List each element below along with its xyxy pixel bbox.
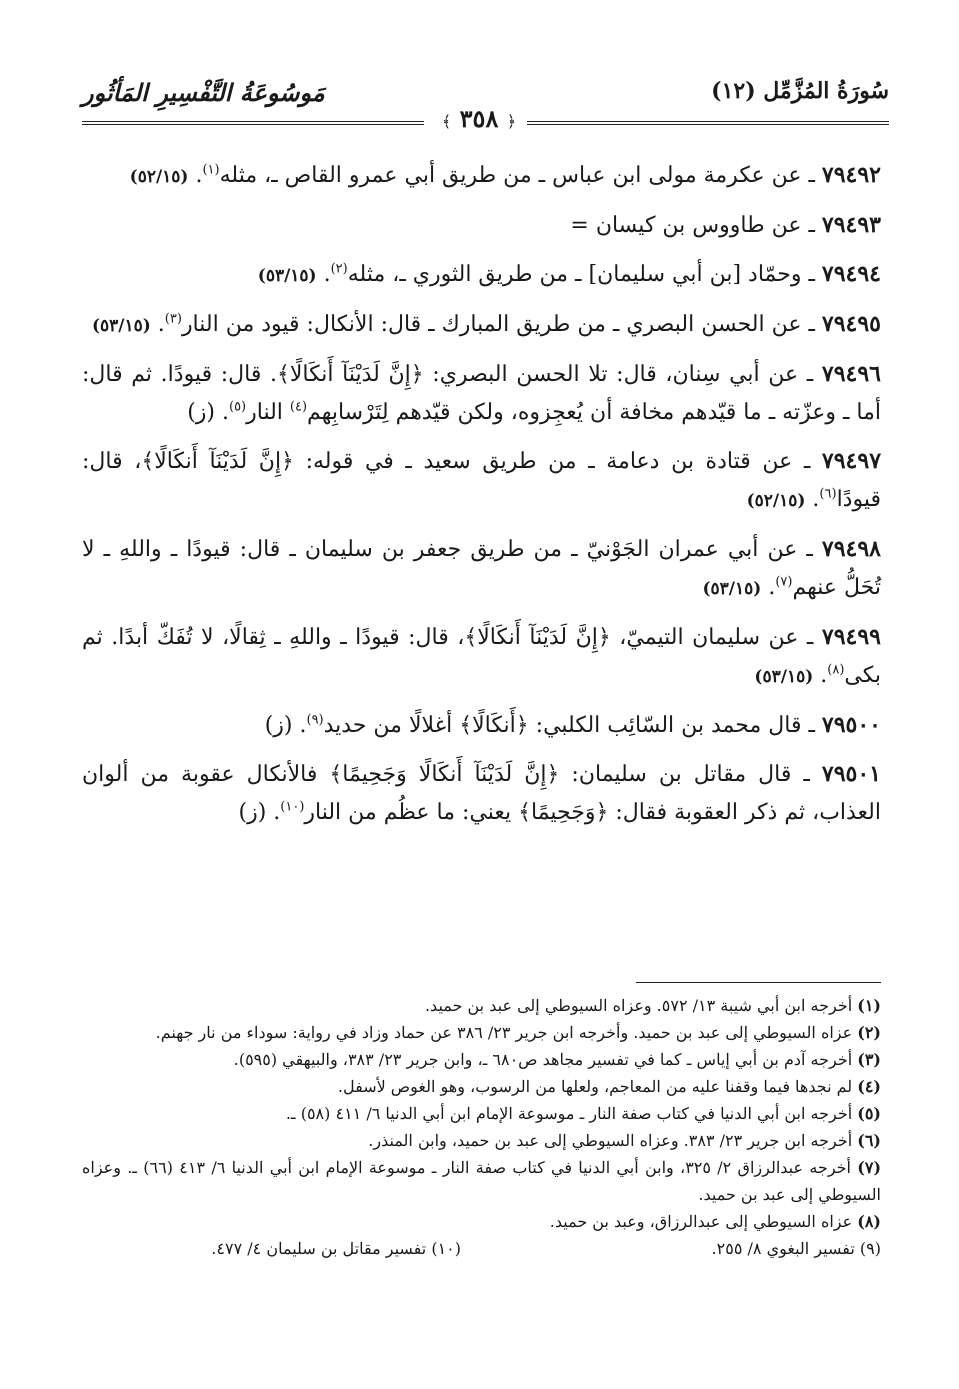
entry-number: ٧٩٤٩٢ bbox=[821, 162, 881, 188]
footnote bbox=[82, 1208, 881, 1235]
footnote-ref: (٧) bbox=[775, 574, 793, 590]
entry-paragraph bbox=[82, 442, 881, 520]
entry-number: ٧٩٥٠٠ bbox=[821, 712, 881, 738]
entry-text: ـ عن عكرمة مولى ابن عباس ـ من طريق أبي عمرو القاص ـ، مثله bbox=[219, 163, 815, 188]
footnote-text: عزاه السيوطي إلى عبد بن حميد. وأخرجه ابن جرير ٢٣/ ٣٨٦ عن حماد وزاد في رواية: سوداء من نار جهنم. bbox=[155, 1023, 853, 1042]
entry-paragraph bbox=[82, 305, 881, 345]
footnote-number: (٥) bbox=[857, 1104, 881, 1123]
footnote bbox=[82, 1127, 881, 1154]
ornament-icon: ﴾ bbox=[441, 112, 452, 131]
footnote-number: (٩) bbox=[859, 1239, 881, 1258]
page-number-block bbox=[424, 104, 534, 133]
footnote-ref: (٣) bbox=[164, 311, 182, 327]
footnote-ref: (٤) bbox=[289, 399, 308, 415]
footnote bbox=[82, 1019, 881, 1046]
entry-number: ٧٩٤٩٥ bbox=[821, 311, 881, 337]
source-ref: (٥٣/١٥) bbox=[754, 667, 814, 687]
entry-text: ـ عن أبي سِنان، قال: تلا الحسن البصري: ﴿إِنَّ لَدَيْنَآ أَنكَالًا﴾. قال: قيودًا. ثم قال: أما ـ وعزّته ـ ما قيّدهم مخافة أن يُعجِزوه، ولكن قيّدهم لِتَرْسابِهم bbox=[82, 362, 881, 425]
entry-number: ٧٩٤٩٦ bbox=[821, 361, 881, 387]
entry-tail: . (ز) bbox=[238, 800, 281, 825]
entry-paragraph bbox=[82, 618, 881, 696]
footnote-separator bbox=[636, 982, 881, 983]
entry-text: ـ عن سليمان التيميّ، ﴿إِنَّ لَدَيْنَآ أَنكَالًا﴾، قال: قيودًا ـ واللهِ ـ ثِقالًا، لا تُفَكّ أبدًا. ثم بكى bbox=[82, 625, 881, 688]
footnotes bbox=[82, 992, 881, 1265]
source-ref: (٥٢/١٥) bbox=[129, 167, 189, 187]
footnote bbox=[82, 992, 881, 1019]
footnote-text: لم نجدها فيما وقفنا عليه من المعاجم، ولعلها من الرسوب، وهو الغوص لأسفل. bbox=[337, 1077, 853, 1096]
source-ref: (٥٣/١٥) bbox=[257, 266, 317, 286]
footnote-text: أخرجه ابن جرير ٢٣/ ٣٨٣. وعزاه السيوطي إلى عبد بن حميد، وابن المنذر. bbox=[368, 1131, 853, 1150]
entry-paragraph bbox=[82, 206, 881, 245]
ornament-icon: ﴿ bbox=[506, 112, 517, 131]
entry-tail: النار bbox=[246, 400, 290, 425]
page-number: ٣٥٨ bbox=[459, 104, 499, 133]
footnote-text: أخرجه آدم بن أبي إياس ـ كما في تفسير مجاهد ص٦٨٠ ـ، وابن جرير ٢٣/ ٣٨٣، والبيهقي (٥٩٥). bbox=[233, 1050, 853, 1069]
entry-paragraph bbox=[82, 255, 881, 295]
entry-paragraph bbox=[82, 156, 881, 196]
footnote-number: (١) bbox=[857, 996, 881, 1015]
entry-number: ٧٩٤٩٤ bbox=[821, 261, 881, 287]
entry-paragraph bbox=[82, 755, 881, 832]
footnote-ref: (١٠) bbox=[280, 799, 305, 815]
entry-number: ٧٩٤٩٧ bbox=[821, 448, 882, 474]
entry-paragraph bbox=[82, 355, 881, 432]
entry-tail: . (ز) bbox=[264, 713, 307, 738]
footnote bbox=[82, 1046, 881, 1073]
entry-number: ٧٩٤٩٣ bbox=[821, 212, 881, 238]
footnote-number: (٦) bbox=[857, 1131, 881, 1150]
header-rule-left bbox=[82, 121, 424, 125]
entry-tail: . (ز) bbox=[187, 400, 229, 425]
surah-title: سُورَةُ المُزَّمِّل (١٢) bbox=[711, 78, 889, 104]
footnote-text: أخرجه ابن أبي شيبة ١٣/ ٥٧٢. وعزاه السيوطي إلى عبد بن حميد. bbox=[424, 996, 853, 1015]
entry-number: ٧٩٥٠١ bbox=[821, 761, 881, 787]
main-text bbox=[82, 156, 881, 842]
entry-number: ٧٩٤٩٨ bbox=[821, 536, 881, 562]
footnote-number: (٧) bbox=[857, 1158, 882, 1177]
entry-paragraph bbox=[82, 706, 881, 745]
footnote-ref: (٨) bbox=[827, 662, 845, 678]
entry-tail: . bbox=[323, 262, 331, 287]
footnote-ref: (٩) bbox=[306, 712, 324, 728]
footnote-text: تفسير البغوي ٨/ ٢٥٥. bbox=[711, 1239, 855, 1258]
footnote-ref: (٥) bbox=[228, 399, 247, 415]
footnote bbox=[211, 1235, 461, 1262]
entry-tail: . bbox=[195, 163, 203, 188]
footnote-ref: (١) bbox=[202, 162, 220, 178]
footnote bbox=[82, 1154, 881, 1208]
header-rule-right bbox=[527, 121, 889, 125]
entry-text: ـ عن قتادة بن دعامة ـ من طريق سعيد ـ في قوله: ﴿إِنَّ لَدَيْنَآ أَنكَالًا﴾، قال: قيودًا bbox=[82, 449, 881, 512]
source-ref: (٥٢/١٥) bbox=[746, 491, 806, 511]
footnote-text: عزاه السيوطي إلى عبدالرزاق، وعبد بن حميد. bbox=[549, 1212, 853, 1231]
entry-paragraph bbox=[82, 530, 881, 608]
footnote-number: (١٠) bbox=[431, 1239, 461, 1258]
entry-text: ـ قال مقاتل بن سليمان: ﴿إِنَّ لَدَيْنَآ أَنكَالًا وَجَحِيمًا﴾ فالأنكال عقوبة من ألوان العذاب، ثم ذكر العقوبة فقال: ﴿وَجَحِيمًا﴾ يعني: ما عظُم من النار bbox=[82, 762, 881, 825]
footnote-text: تفسير مقاتل بن سليمان ٤/ ٤٧٧. bbox=[211, 1239, 427, 1258]
source-ref: (٥٣/١٥) bbox=[91, 316, 151, 336]
footnote bbox=[712, 1235, 881, 1262]
entry-number: ٧٩٤٩٩ bbox=[821, 624, 881, 650]
footnote-row bbox=[82, 1235, 881, 1265]
footnote-ref: (٦) bbox=[819, 486, 837, 502]
entry-tail: . bbox=[820, 663, 828, 688]
footnote-number: (٤) bbox=[857, 1077, 881, 1096]
footnote-number: (٨) bbox=[857, 1212, 881, 1231]
entry-text: ـ وحمّاد [بن أبي سليمان] ـ من طريق الثوري ـ، مثله bbox=[347, 262, 815, 287]
entry-text: ـ عن طاووس بن كيسان = bbox=[570, 213, 815, 238]
footnote bbox=[82, 1100, 881, 1127]
entry-tail: . bbox=[157, 312, 165, 337]
footnote-text: أخرجه عبدالرزاق ٢/ ٣٢٥، وابن أبي الدنيا في كتاب صفة النار ـ موسوعة الإمام ابن أبي الدنيا ٦/ ٤١٣ (٦٦) ـ. وعزاه السيوطي إلى عبد بن حميد. bbox=[82, 1158, 881, 1204]
entry-text: ـ عن أبي عمران الجَوْنيّ ـ من طريق جعفر بن سليمان ـ قال: قيودًا ـ واللهِ ـ لا تُحَلُّ عنهم bbox=[82, 537, 881, 600]
footnote-number: (٢) bbox=[857, 1023, 881, 1042]
footnote-text: أخرجه ابن أبي الدنيا في كتاب صفة النار ـ موسوعة الإمام ابن أبي الدنيا ٦/ ٤١١ (٥٨) ـ. bbox=[285, 1104, 853, 1123]
book-title: مَوسُوعَةُ التَّفْسِيرِ المَأثُور bbox=[82, 78, 325, 107]
entry-tail: . bbox=[812, 487, 820, 512]
entry-tail: . bbox=[768, 575, 776, 600]
entry-text: ـ عن الحسن البصري ـ من طريق المبارك ـ قال: الأنكال: قيود من النار bbox=[181, 312, 815, 337]
footnote bbox=[82, 1073, 881, 1100]
entry-text: ـ قال محمد بن السّائِب الكلبي: ﴿أَنكَالًا﴾ أغلالًا من حديد bbox=[323, 713, 815, 738]
source-ref: (٥٣/١٥) bbox=[702, 579, 762, 599]
footnote-number: (٣) bbox=[857, 1050, 881, 1069]
footnote-ref: (٢) bbox=[330, 261, 348, 277]
